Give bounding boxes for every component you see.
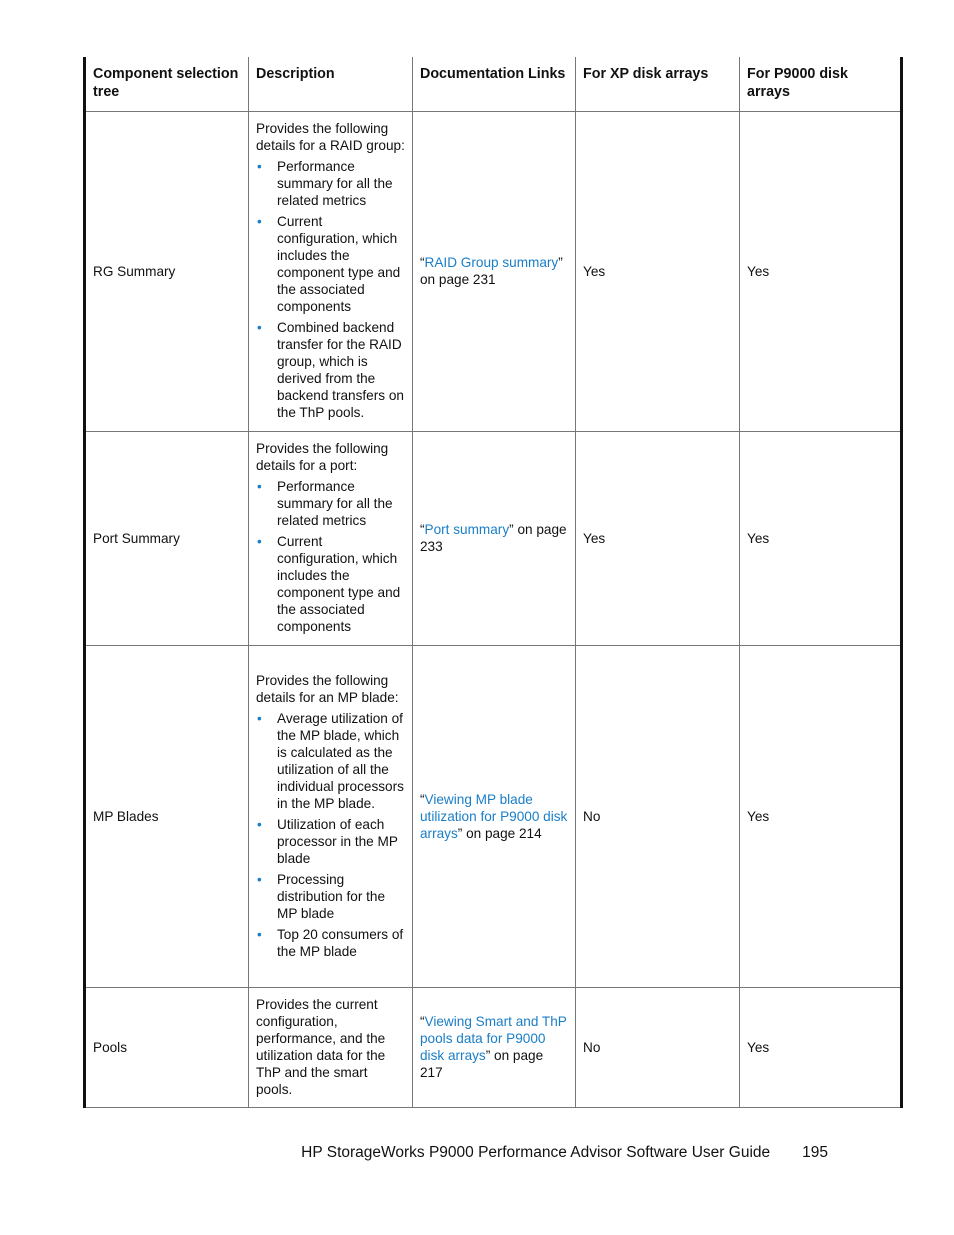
description-item-text: Performance summary for all the related metrics bbox=[277, 159, 393, 208]
header-documentation-links: Documentation Links bbox=[413, 57, 576, 111]
p9000-cell: Yes bbox=[740, 987, 902, 1107]
p9000-cell: Yes bbox=[740, 431, 902, 645]
header-description: Description bbox=[249, 57, 413, 111]
component-table bbox=[83, 57, 903, 1108]
description-item bbox=[256, 158, 406, 209]
description-item bbox=[256, 533, 406, 635]
description-item-text: Processing distribution for the MP blade bbox=[277, 871, 386, 921]
documentation-cell bbox=[413, 431, 576, 645]
page-ref: ” on page 214 bbox=[457, 825, 542, 841]
description-intro: Provides the following details for an MP blade: bbox=[256, 672, 399, 705]
header-p9000: For P9000 disk arrays bbox=[740, 57, 902, 111]
documentation-cell bbox=[413, 645, 576, 987]
doc-link[interactable]: RAID Group summary bbox=[424, 255, 559, 270]
p9000-cell: Yes bbox=[740, 645, 902, 987]
doc-link[interactable]: Viewing MP blade utilization for P9000 disk arrays bbox=[420, 791, 568, 841]
table-row bbox=[85, 111, 902, 431]
page-footer bbox=[300, 1143, 828, 1163]
header-component: Component selection tree bbox=[85, 57, 249, 111]
page-ref: ” on page 231 bbox=[420, 255, 563, 287]
component-cell: MP Blades bbox=[85, 645, 249, 987]
bullet-icon: • bbox=[257, 926, 262, 942]
bullet-icon: • bbox=[257, 214, 262, 229]
bullet-icon: • bbox=[257, 479, 262, 494]
doc-link[interactable]: Viewing Smart and ThP pools data for P9000 disk arrays bbox=[420, 1014, 567, 1063]
description-list bbox=[256, 478, 406, 635]
description-cell bbox=[249, 431, 413, 645]
bullet-icon: • bbox=[257, 534, 262, 549]
p9000-cell: Yes bbox=[740, 111, 902, 431]
description-item-text: Performance summary for all the related metrics bbox=[277, 479, 393, 528]
description-item bbox=[256, 926, 406, 960]
description-item-text: Average utilization of the MP blade, which is calculated as the utilization of all the individual processors in the MP blade. bbox=[277, 710, 404, 811]
bullet-icon: • bbox=[257, 710, 262, 726]
description-intro: Provides the following details for a port: bbox=[256, 441, 389, 473]
description-item bbox=[256, 710, 406, 812]
description-cell bbox=[249, 111, 413, 431]
description-list bbox=[256, 158, 406, 421]
component-cell: Pools bbox=[85, 987, 249, 1107]
description-item-text: Utilization of each processor in the MP blade bbox=[277, 816, 398, 866]
table-row bbox=[85, 987, 902, 1107]
description-item-text: Current configuration, which includes the component type and the associated components bbox=[277, 534, 401, 634]
description-item bbox=[256, 478, 406, 529]
component-cell: Port Summary bbox=[85, 431, 249, 645]
bullet-icon: • bbox=[257, 816, 262, 832]
quote-open: “ bbox=[420, 255, 425, 270]
xp-cell: Yes bbox=[576, 431, 740, 645]
page-ref: ” on page 217 bbox=[420, 1048, 544, 1080]
description-item bbox=[256, 213, 406, 315]
xp-cell: No bbox=[576, 987, 740, 1107]
documentation-cell bbox=[413, 111, 576, 431]
component-cell: RG Summary bbox=[85, 111, 249, 431]
table-row bbox=[85, 645, 902, 987]
description-cell bbox=[249, 987, 413, 1107]
description-cell bbox=[249, 645, 413, 987]
bullet-icon: • bbox=[257, 159, 262, 174]
header-xp: For XP disk arrays bbox=[576, 57, 740, 111]
xp-cell: No bbox=[576, 645, 740, 987]
description-item bbox=[256, 816, 406, 867]
quote-open: “ bbox=[420, 522, 425, 537]
page-ref: ” on page 233 bbox=[420, 522, 567, 554]
xp-cell: Yes bbox=[576, 111, 740, 431]
description-list bbox=[256, 710, 406, 960]
page-number: 195 bbox=[802, 1144, 828, 1161]
quote-open: “ bbox=[420, 1014, 425, 1029]
description-item-text: Current configuration, which includes the component type and the associated components bbox=[277, 214, 401, 314]
description-item-text: Top 20 consumers of the MP blade bbox=[277, 926, 404, 959]
description-item bbox=[256, 871, 406, 922]
quote-open: “ bbox=[420, 791, 425, 807]
footer-title: HP StorageWorks P9000 Performance Advisor Software User Guide bbox=[301, 1144, 771, 1161]
bullet-icon: • bbox=[257, 320, 262, 335]
bullet-icon: • bbox=[257, 871, 262, 887]
description-item-text: Combined backend transfer for the RAID group, which is derived from the backend transfers on the ThP pools. bbox=[277, 320, 404, 420]
description-intro: Provides the current configuration, performance, and the utilization data for the ThP and the smart pools. bbox=[256, 996, 386, 1097]
description-item bbox=[256, 319, 406, 421]
documentation-cell bbox=[413, 987, 576, 1107]
table-header-row bbox=[85, 57, 902, 111]
description-intro: Provides the following details for a RAID group: bbox=[256, 121, 405, 153]
table-row bbox=[85, 431, 902, 645]
doc-link[interactable]: Port summary bbox=[424, 522, 510, 537]
